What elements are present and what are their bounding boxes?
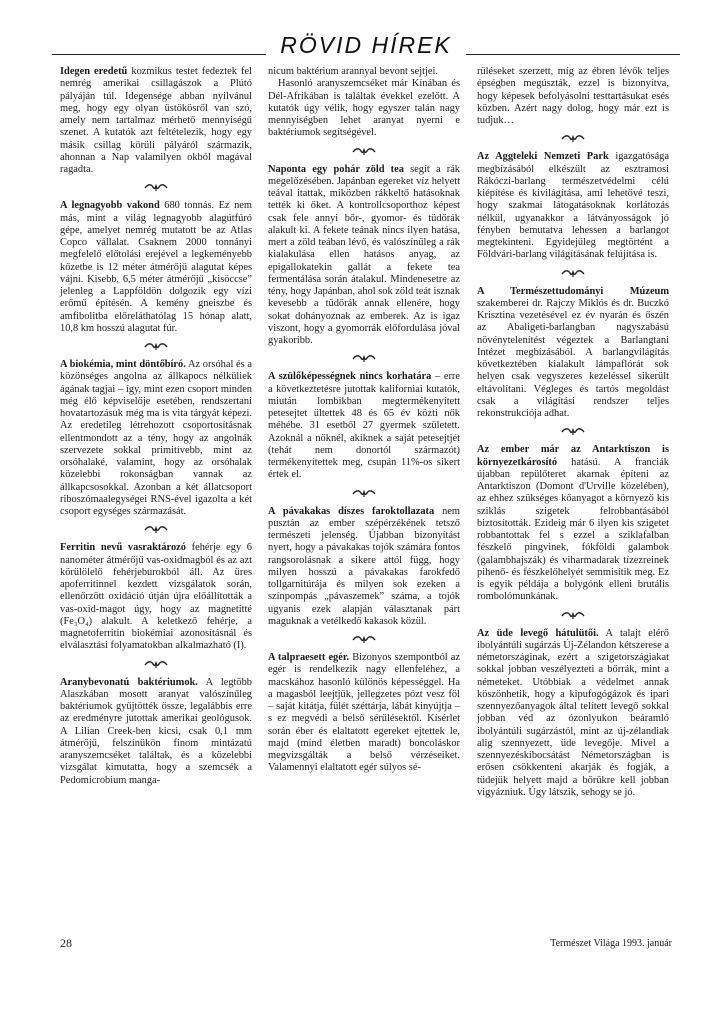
- article-paragraph: [477, 628, 669, 800]
- article-paragraph: [268, 164, 460, 348]
- article-title: A Természettudományi Múzeum: [477, 285, 669, 297]
- article-paragraph: [60, 200, 252, 335]
- article-paragraph: [60, 359, 252, 518]
- article-paragraph: [477, 286, 669, 421]
- ornament-icon: [144, 524, 168, 534]
- article-talpraesett2: [477, 66, 669, 127]
- article-text: nem pusztán az ember szépérzékének tetsző természeti jelenség. Újabban bizonyítást nyert, hogy a pávakakas tojók számára fontos rangsorolásnak a sikere attól függ, hogy milyen hosszú a pávakakas farokfedő tollgarnitúrája és milyen sok ezeken a színpompás „pávaszemek” száma, a tojók ugyanis ezek alapján választanak párt maguknak a vetélkedő kakasok közül.: [268, 505, 460, 627]
- article-title: A legnagyobb vakond: [60, 200, 160, 212]
- article-text: rüléseket szerzett, míg az ébren lévők teljes épségben megúszták, ezzel is bizonyítva, hogy képesek befolyásolni testtartásukat esés közben. Azért nagy dolog, hogy már ezt is tudjuk…: [477, 66, 669, 126]
- article-title: Ferritin nevű vasraktározó: [60, 542, 186, 554]
- article-title: Aranybevonatú baktériumok.: [60, 676, 198, 688]
- ornament-icon: [144, 182, 168, 192]
- article-text: hatású. A franciák újabban repülőteret akarnak építeni az Antarktiszon (Domont d'Urville közelében), az ehhez szükséges kőanyagot a környező kis sziklás szigetek felrobbantásából biztosították. Ezideig már 6 ilyen kis szigetet robbantottak fel s ezzel a sziklafalban fészkelő pingvinek, fókföldi galambok (galambhajszák) és viharmadarak tízezreinek pihenő- és fészkelőhelyét semmisítik meg. Ez is egyik példája a bolygónk elleni brutális rombolómunkának.: [477, 456, 669, 603]
- article-idegen: [60, 66, 252, 176]
- article-udelevego: [477, 628, 669, 800]
- article-talpraesett: [268, 652, 460, 775]
- article-vakond: [60, 200, 252, 335]
- article-text: Az orsóhal és a közönséges angolna az állkapocs nélküliek ágának tagjai – így, mint ezen csoport minden még élő képviselője esetében, rendszertani hovatartozásuk még ma is vita tárgyát képezi. Az eredetileg létrehozott csoportosításnak ellentmondott az a tény, hogy az angolnák szervezete sokkal primitívebb, mint az orsóhalaké, valamint, hogy az orsóhalak közelebbi rokonságban vannak az állkapcsosokkal. Azonban a két állatcsoport riboszómaalegységei RNS-ével igazolta a két csoport egységes származását.: [60, 359, 252, 517]
- article-text: igazgatósága megbízásából elkészült az esztramosi Rákóczi-barlang természetvédelmi célú kiépítése és kivilágítása, ami lehetővé teszi, hogy szakmai látogatásoknak korlátozás nélkül, ugyanakkor a látványosságok jó fényben bemutatva lehessen a barlangot megtekinteni. Egyidejűleg megtörtént a Földvári-barlang világításának felújítása is.: [477, 151, 669, 261]
- article-paragraph: [477, 66, 669, 127]
- section-header: [52, 32, 680, 60]
- article-paragraph: [477, 151, 669, 261]
- article-paragraph: [268, 66, 460, 78]
- article-text: 680 tonnás. Ez nem más, mint a világ legnagyobb alagútfúró gépe, amelyet nemrég mutatott be az Atlas Copco vállalat. Csaknem 2000 tonnányi megfelelő előtolási erejével a legkeményebb kőzetbe is 12 méter átmérőjű alagutat képes vájni. Kisebb, 6,5 méter átmérőjű „kisöccse” jelenleg a Lappföldön dolgozik egy vízi erőmű építésén. A kemény gneiszbe és amfibolitba előreláthatólag 15 hónap alatt, 10,8 km hosszú alagutat fúr.: [60, 200, 252, 334]
- article-paragraph: [268, 78, 460, 139]
- article-paragraph: [60, 677, 252, 787]
- article-title: Idegen eredetű: [60, 66, 128, 77]
- article-paragraph: [268, 652, 460, 775]
- article-title: A biokémia, mint döntőbíró.: [60, 359, 186, 370]
- article-aggtelek: [477, 151, 669, 261]
- article-text: szakemberei dr. Rajczy Miklós és dr. Buczkó Krisztina vezetésével ez év nyarán és őszén az Abaligeti-barlangban nagyszabású növénytelenítést végeztek a Barlangtani Intézet megbízásából. A barlangvilágítás következtében kialakult lámpaflórát sok helyen csak vegyszeres kezeléssel sikerült eltávolítani. Végleges és tartós megoldást csak a világítási rendszer teljes rekonstrukciója adhat.: [477, 297, 669, 419]
- article-antarktisz: [477, 444, 669, 603]
- ornament-icon: [561, 426, 585, 436]
- article-text: A talajt elérő ibolyántúli sugárzás Új-Zélandon kétszerese a németországinak, ezért a szigetországiakat sokkal jobban veszélyezteti a bőrrák, mint a németeket. Utóbbiak a védelmet annak köszönhetik, hogy a kipufogógázok és ipari szennyezőanyagok által telített levegő sokkal jobban véd az ózonlyukon beáramló ibolyántúli sugárzástól, mint az új-zélandiak alig szennyezett, üde levegője. Mivel a szennyezéskibocsátást Németországban is erősen csökkenteni akarják és fogják, a tüdejük helyett majd a bőrükre kell jobban vigyázniuk. Úgy látszik, sehogy se jó.: [477, 627, 670, 798]
- article-pavakakas: [268, 506, 460, 629]
- article-text: segít a rák megelőzésében. Japánban egereket víz helyett teával itattak, miközben rákkeltő hatásoknak tették ki őket. A kontrollcsoporthoz képest csak fele annyi bőr-, gyomor- és tüdőrák alakult ki. A fekete teának nincs ilyen hatása, mert a zöld teában lévő, és valószínűleg a rák kialakulása ellen hatásos anyag, az epigallokatekin gallát a fekete tea fermentálása során átalakul. Mindenesetre az tény, hogy Japánban, ahol sok zöld teát isznak kevesebb a tüdőrák annak ellenére, hogy sokat dohányoznak az emberek. Az is igaz viszont, hogy a gyomorrák előfordulása jóval gyakoribb.: [268, 163, 460, 346]
- article-arany: [60, 677, 252, 787]
- article-text: Bizonyos szempontból az egér is rendelkezik nagy ellenfeléhez, a macskához hasonló különös képességgel. Ha a magasból leejtjük, jellegzetes pózt vesz föl – saját kitátja, fülét széttárja, lábát kinyújtja – s ez megvédi a belső sérülésektől. Kísérlet során éber és elaltatott egereket ejtettek le, majd (mind életben maradt) boncoláskor megvizsgálták a belső vérzéseiket. Valamennyi elaltatott egér súlyos sé-: [268, 652, 460, 774]
- article-title: A szülőképességnek nincs korhatára: [268, 371, 432, 383]
- article-title: Az Aggteleki Nemzeti Park: [477, 151, 609, 163]
- column-2: [268, 66, 460, 775]
- section-title: RÖVID HÍREK: [266, 32, 466, 58]
- article-muzeum: [477, 286, 669, 421]
- column-3: [477, 66, 669, 799]
- article-paragraph: [60, 66, 252, 176]
- article-text: nicum baktérium arannyal bevont sejtjei.: [268, 66, 438, 77]
- article-title: Az üde levegő hátulütői.: [477, 627, 599, 639]
- page-number: 28: [60, 936, 72, 950]
- ornament-icon: [561, 610, 585, 620]
- ornament-icon: [352, 146, 376, 156]
- article-biokemia: [60, 359, 252, 518]
- article-text: – erre a következtetésre jutottak kaliforniai kutatók, miután lombikban megtermékenyített petesejtet ültettek 48 és 65 év közti nők méhébe. 31 esetből 27 gyermek született. Azoknál a nőknél, akiknek a saját petesejtjét (tehát nem donortól származót) termékenyítettek meg, csupán 11%-os sikert értek el.: [268, 371, 460, 481]
- article-title: Naponta egy pohár zöld tea: [268, 163, 404, 175]
- article-title: A pávakakas díszes faroktollazata: [268, 505, 435, 517]
- article-text: A legtöbb Alaszkában mosott aranyat valószínűleg baktériumok gyűjtötték össze, legalábbis erre az eredményre jutottak amerikai geológusok. A Lilian Creek-ben kicsi, csak 0,1 mm átmérőjű, felszínükön finom mintázatú aranyszemcséket találtak, és a közelebbi vizsgálat kimutatta, hogy a szemcsék a Pedomicrobium manga-: [60, 676, 252, 786]
- article-paragraph: [268, 371, 460, 481]
- journal-issue: Természet Világa 1993. január: [550, 938, 672, 949]
- ornament-icon: [352, 353, 376, 363]
- article-paragraph: [477, 444, 669, 603]
- ornament-icon: [561, 133, 585, 143]
- ornament-icon: [144, 659, 168, 669]
- article-arany2: [268, 66, 460, 140]
- ornament-icon: [352, 488, 376, 498]
- article-text: Hasonló aranyszemcséket már Kínában és Dél-Afrikában is találtak évekkel ezelőtt. A kutatók úgy vélik, hogy egyszer talán nagy mennyiségben lehet aranyat nyerni e baktériumok segítségével.: [268, 78, 460, 139]
- ornament-icon: [352, 634, 376, 644]
- article-paragraph: [60, 542, 252, 652]
- ornament-icon: [144, 341, 168, 351]
- article-title: A talpraesett egér.: [268, 652, 350, 663]
- ornament-icon: [561, 268, 585, 278]
- article-zoldtea: [268, 164, 460, 348]
- article-title: Az ember már az Antarktiszon is környezetkárosító: [477, 444, 669, 468]
- article-szulokepesseg: [268, 371, 460, 481]
- article-text: kozmikus testet fedeztek fel nemrég amerikai csillagászok a Plútó pályáján túl. Idegensége abban nyilvánul meg, hogy egy olyan üstökösről van szó, amely nem tartalmaz mérhető mennyiségű szenet. A kutatók azt feltételezik, hogy egy másik csillag körüli pályáról származik, ahonnan a Nap valamilyen okból magával ragadta.: [60, 66, 252, 175]
- article-ferritin: [60, 542, 252, 652]
- article-text: fehérje egy 6 nanométer átmérőjű vas-oxidmagból és az azt körülölelő fehérjeburokból áll. Az üres apoferritinnel kezdett vizsgálatok során, ellenőrzött oxidáció útján újra előállították a vas-oxid-magot úgy, hogy az magnetitté (Fe₃O₄) alakult. A keletkező fehérje, a magnetoferritin biokémiai azonosításnál és elválasztási folyamatokban alkalmazható (I).: [60, 542, 252, 652]
- column-1: [60, 66, 252, 787]
- article-paragraph: [268, 506, 460, 629]
